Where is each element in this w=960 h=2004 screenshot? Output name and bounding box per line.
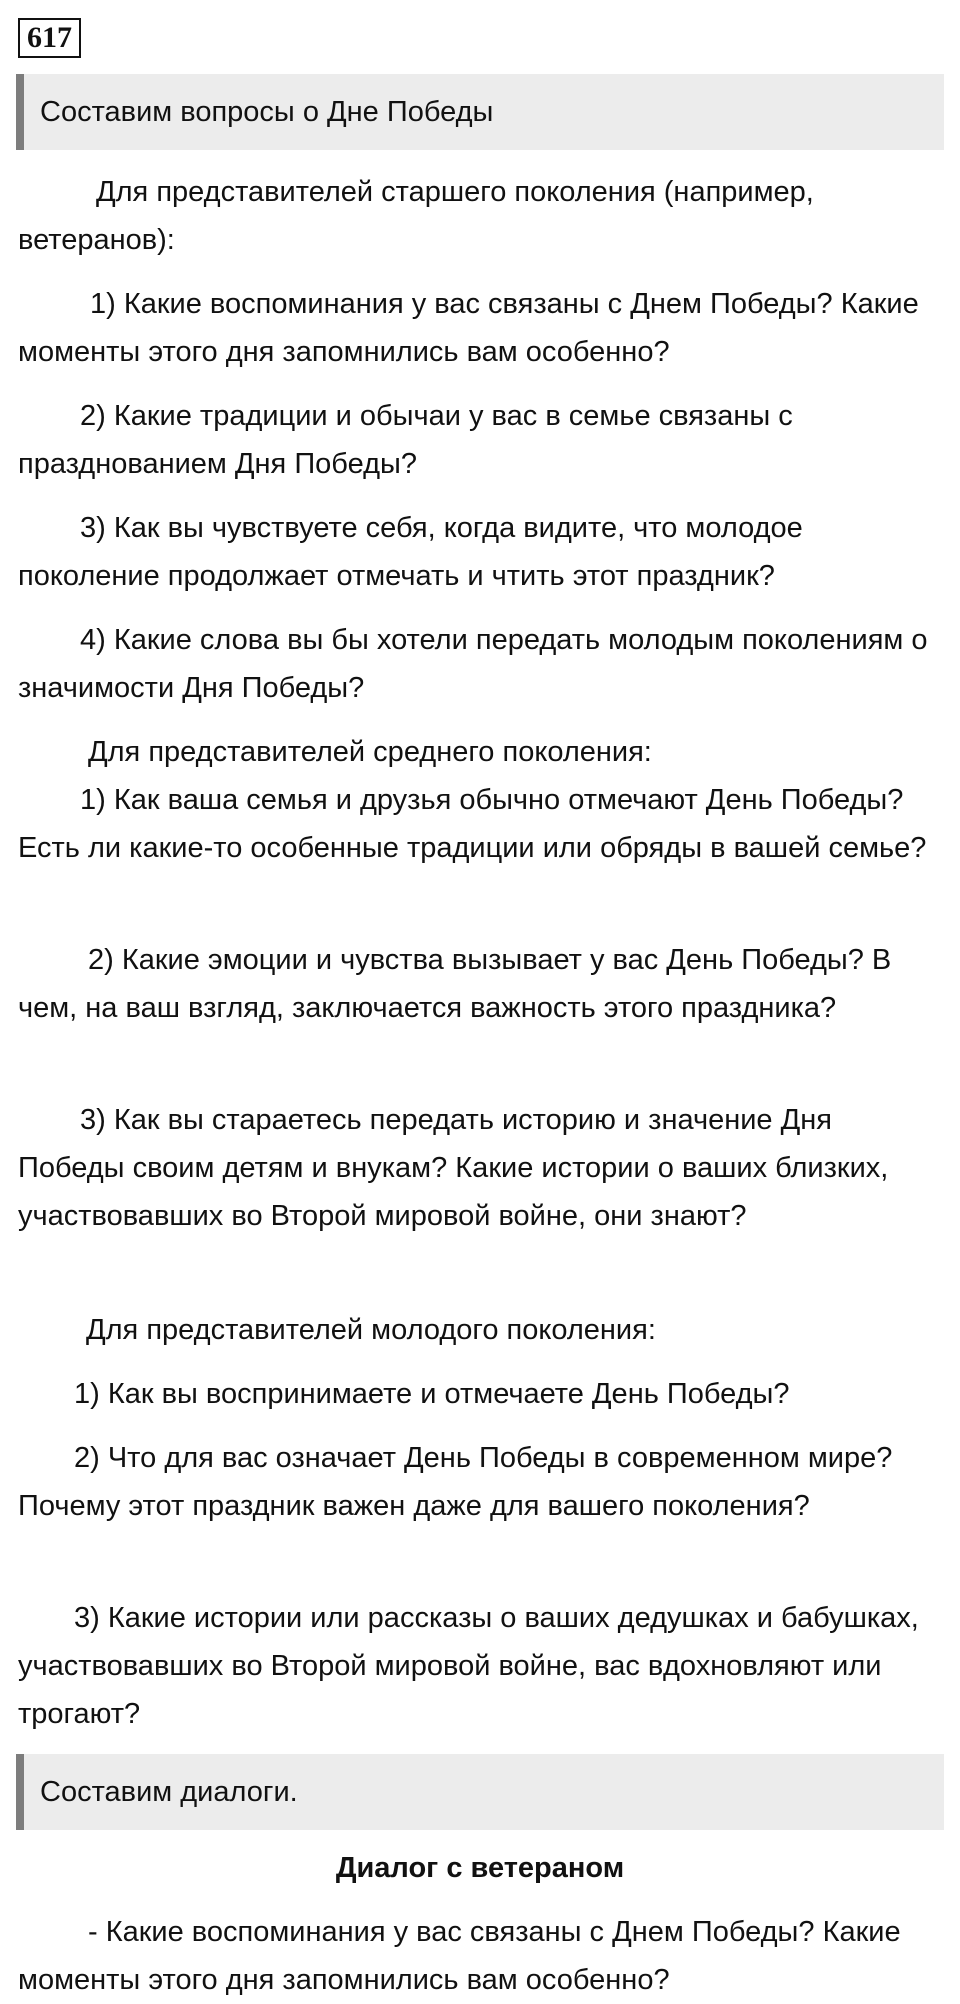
older-question-1: 1) Какие воспоминания у вас связаны с Днем Победы? Какие моменты этого дня запомнились вам особенно?: [18, 288, 919, 368]
young-question-3: 3) Какие истории или рассказы о ваших дедушках и бабушках, участвовавших во Второй мировой войне, вас вдохновляют или трогают?: [18, 1602, 919, 1730]
older-question-2: 2) Какие традиции и обычаи у вас в семье связаны с празднованием Дня Победы?: [18, 400, 793, 480]
young-question-2: 2) Что для вас означает День Победы в современном мире? Почему этот праздник важен даже для вашего поколения?: [18, 1442, 893, 1522]
section-header-questions: Составим вопросы о Дне Победы: [16, 74, 944, 150]
young-question-1: 1) Как вы воспринимаете и отмечаете День Победы?: [74, 1378, 790, 1410]
middle-intro: Для представителей среднего поколения:: [88, 736, 652, 768]
older-question-3: 3) Как вы чувствуете себя, когда видите, что молодое поколение продолжает отмечать и чтить этот праздник?: [18, 512, 803, 592]
young-intro: Для представителей молодого поколения:: [86, 1314, 656, 1346]
older-intro: Для представителей старшего поколения (например, ветеранов):: [18, 176, 814, 256]
older-question-4: 4) Какие слова вы бы хотели передать молодым поколениям о значимости Дня Победы?: [18, 624, 928, 704]
task-number: 617: [18, 18, 81, 58]
middle-question-2: 2) Какие эмоции и чувства вызывает у вас День Победы? В чем, на ваш взгляд, заключается важность этого праздника?: [18, 944, 892, 1024]
middle-question-1: 1) Как ваша семья и друзья обычно отмечают День Победы? Есть ли какие-то особенные традиции или обряды в вашей семье?: [18, 784, 927, 864]
dialog-line-1: - Какие воспоминания у вас связаны с Днем Победы? Какие моменты этого дня запомнились вам особенно?: [18, 1916, 901, 1996]
dialog-title: Диалог с ветераном: [335, 1852, 625, 1884]
middle-question-3: 3) Как вы стараетесь передать историю и значение Дня Победы своим детям и внукам? Какие истории о ваших близких, участвовавших во Второй мировой войне, они знают?: [18, 1104, 889, 1232]
section-header-dialogs: Составим диалоги.: [16, 1754, 944, 1830]
